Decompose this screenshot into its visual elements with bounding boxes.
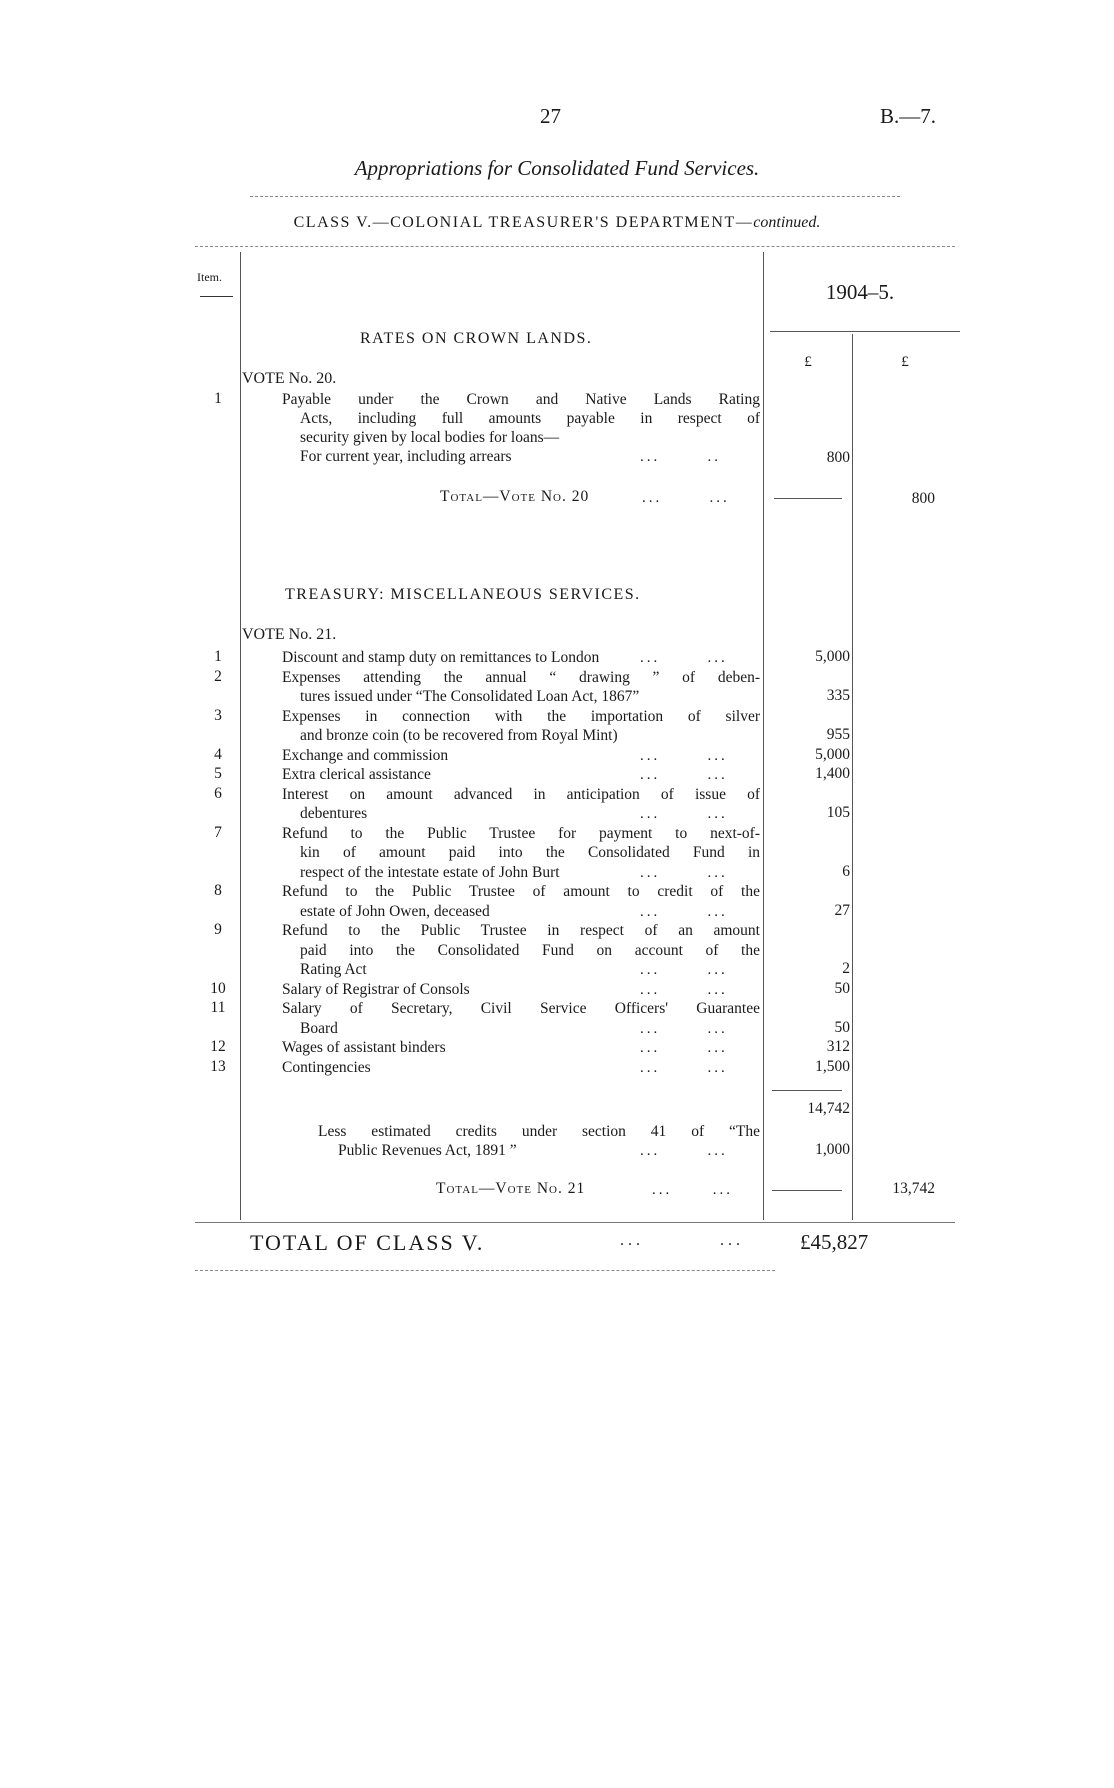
amount-value: 5,000 (815, 745, 850, 763)
amount-value: 50 (834, 979, 850, 997)
item-text-line: kin of amount paid into the Consolidated Fund in (300, 844, 760, 861)
item-text-line: Wages of assistant binders (282, 1039, 446, 1056)
currency-symbol-detail: £ (804, 354, 812, 370)
item-text-line: Salary of Registrar of Consols (282, 980, 470, 998)
class-heading (0, 214, 1114, 232)
subtotal-rule (772, 1090, 842, 1091)
title-divider (250, 196, 900, 197)
item-number: 1 (214, 648, 222, 665)
amount-value: 2 (842, 960, 850, 977)
section-heading-treasury: TREASURY: MISCELLANEOUS SERVICES. (285, 586, 641, 603)
item-number: 10 (210, 979, 226, 997)
item-number: 11 (210, 999, 226, 1016)
leader-dots: ... ... (640, 962, 728, 978)
leader-dots: ... ... (652, 1182, 733, 1198)
item-text-line: Refund to the Public Trustee in respect of an amount (282, 922, 760, 939)
item-text-line: Extra clerical assistance (282, 766, 431, 783)
item-text-line: For current year, including arrears (300, 448, 512, 465)
subtotal-rule (772, 1190, 842, 1191)
subtotal-amount: 14,742 (807, 1100, 850, 1117)
year-underline (770, 331, 960, 332)
item-text-line: Discount and stamp duty on remittances to London (282, 649, 600, 666)
item-number: 7 (214, 823, 222, 841)
item-text-line: Contingencies (282, 1058, 371, 1076)
leader-dots: ... ... (640, 806, 728, 822)
class-total-label: TOTAL OF CLASS V. (250, 1230, 485, 1255)
leader-dots: ... ... (640, 767, 728, 783)
class-total-amount: £45,827 (800, 1230, 869, 1254)
amount-value: 335 (826, 687, 850, 704)
leader-dots: ... ... (640, 981, 728, 998)
subtotal-rule (774, 498, 842, 499)
item-text-line: Salary of Secretary, Civil Service Officers' Guarantee (282, 1000, 760, 1017)
table-top-rule (195, 246, 955, 247)
leader-dots: ... .. (640, 449, 721, 465)
less-credits-line: Public Revenues Act, 1891 ” (338, 1142, 517, 1159)
class-heading-text: CLASS V.—COLONIAL TREASURER'S DEPARTMENT— (293, 214, 754, 231)
vote-20-heading: VOTE No. 20. (242, 370, 337, 387)
vote-21-heading: VOTE No. 21. (242, 626, 337, 643)
amount-value: 800 (826, 449, 850, 466)
detail-column-rule (763, 252, 764, 1220)
leader-dots: ... ... (640, 1059, 728, 1076)
item-column-rule (240, 252, 241, 1220)
item-text-line: Expenses attending the annual “ drawing ” of deben- (282, 668, 760, 686)
vote-20-total-amount: 800 (911, 490, 935, 507)
vote-20-total-label: Total—Vote No. 20 (440, 488, 590, 505)
item-number: 1 (214, 390, 222, 407)
amount-value: 5,000 (815, 648, 850, 665)
item-number: 2 (214, 667, 222, 685)
item-column-header: Item. (197, 270, 222, 284)
item-text-line: estate of John Owen, deceased (300, 902, 490, 920)
class-heading-suffix: continued. (753, 214, 821, 231)
item-text-line: Acts, including full amounts payable in respect of (300, 410, 760, 427)
class-total-top-rule (195, 1222, 955, 1223)
item-header-underline (200, 296, 233, 297)
item-text-line: security given by local bodies for loans— (300, 429, 560, 446)
page-number: 27 (540, 104, 561, 128)
item-number: 8 (214, 882, 222, 899)
item-text-line: Interest on amount advanced in anticipation of issue of (282, 785, 760, 803)
item-text-line: Rating Act (300, 961, 367, 978)
item-text-line: Board (300, 1019, 338, 1037)
item-number: 13 (210, 1057, 226, 1075)
item-number: 12 (210, 1038, 226, 1055)
leader-dots: ... ... (640, 864, 728, 881)
class-total-bottom-rule (195, 1270, 775, 1271)
item-text-line: Expenses in connection with the importation of silver (282, 707, 760, 725)
leader-dots: ... ... (640, 1040, 728, 1056)
item-number: 9 (214, 921, 222, 938)
item-text-line: Refund to the Public Trustee for payment to next-of- (282, 824, 760, 842)
item-number: 4 (214, 745, 222, 763)
item-number: 6 (214, 784, 222, 802)
item-text-line: paid into the Consolidated Fund on account of the (300, 941, 760, 959)
item-number: 3 (214, 706, 222, 724)
amount-value: 955 (826, 726, 850, 743)
leader-dots: ... ... (640, 903, 728, 920)
document-reference: B.—7. (880, 104, 937, 128)
less-credits-amount: 1,000 (815, 1141, 850, 1158)
leader-dots: ... ... (640, 747, 728, 764)
amount-value: 312 (826, 1038, 850, 1055)
item-number: 5 (214, 765, 222, 782)
item-text-line: Exchange and commission (282, 746, 449, 764)
year-header: 1904–5. (825, 280, 895, 304)
leader-dots: ... ... (642, 490, 730, 506)
amount-value: 105 (826, 804, 850, 821)
less-credits-line: Less estimated credits under section 41 of “The (318, 1123, 760, 1140)
amount-value: 1,400 (815, 765, 850, 782)
currency-symbol-total: £ (901, 354, 909, 370)
item-text-line: Refund to the Public Trustee of amount to credit of the (282, 883, 760, 900)
item-text-line: tures issued under “The Consolidated Loan Act, 1867” (300, 688, 640, 705)
leader-dots: ... ... (640, 650, 728, 666)
amount-value: 1,500 (815, 1057, 850, 1075)
page-title: Appropriations for Consolidated Fund Services. (354, 156, 760, 180)
leader-dots: ... ... (640, 1143, 728, 1159)
section-heading-rates: RATES ON CROWN LANDS. (360, 330, 593, 347)
leader-dots: ... ... (640, 1020, 728, 1037)
vote-21-total-amount: 13,742 (892, 1180, 935, 1197)
leader-dots: ... (720, 1232, 744, 1249)
amount-value: 6 (842, 862, 850, 880)
item-text-line: and bronze coin (to be recovered from Royal Mint) (300, 727, 618, 744)
item-text-line: respect of the intestate estate of John Burt (300, 863, 560, 881)
amount-column-rule (852, 334, 853, 1220)
item-text-line: debentures (300, 805, 368, 822)
leader-dots: ... (620, 1232, 644, 1249)
amount-value: 50 (834, 1018, 850, 1036)
vote-21-total-label: Total—Vote No. 21 (436, 1180, 586, 1197)
amount-value: 27 (834, 901, 850, 919)
item-text-line: Payable under the Crown and Native Lands Rating (282, 391, 760, 408)
